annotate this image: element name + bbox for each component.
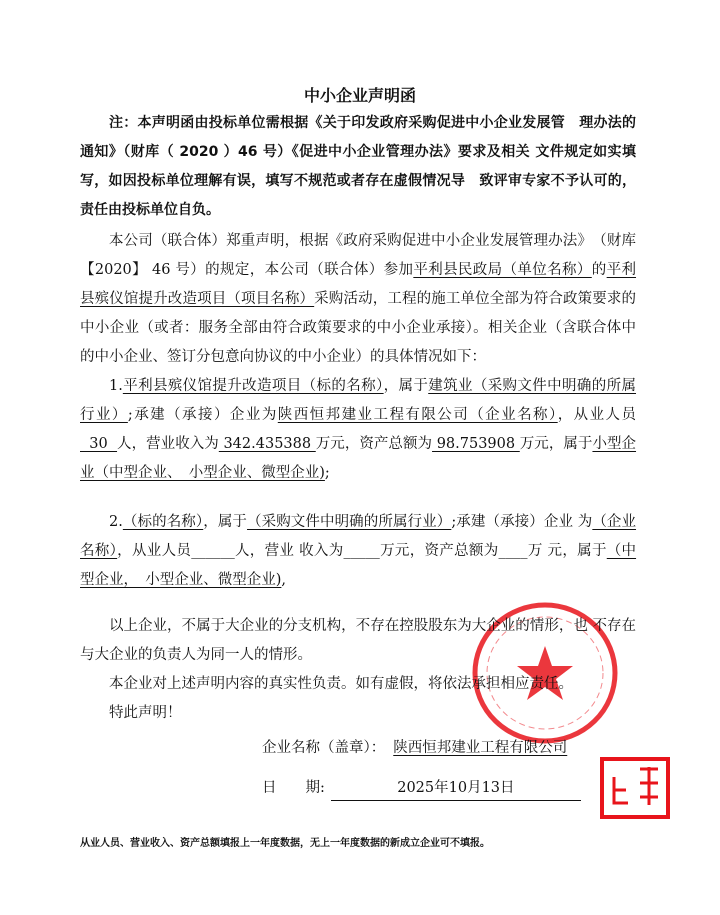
item-text: 人，营业收入为 [117, 436, 219, 452]
note: 注：本声明函由投标单位需根据《关于印发政府采购促进中小企业发展管 理办法的通知》（财库（ 2020 ）46 号）《促进中小企业管理办法》要求及相关 文件规定如实填写，如因投标单位理解有误，填写不规范或者存在虚假情况导 致评审专家不予认可的，责任由投标单位自负。 [80, 115, 636, 218]
item-text: , [281, 572, 287, 588]
declaration-para-1: 以上企业，不属于大企业的分支机构，不存在控股股东为大企业的情形，也 不存在与大企业的负责人为同一人的情形。 [80, 618, 636, 663]
item-text: 万 元，属于 [527, 543, 607, 559]
page-title: 中小企业声明函 [303, 86, 416, 105]
enterprise-size: （中型企业， 小型企业、微型企业) [80, 543, 637, 588]
item-1 [80, 372, 636, 488]
item-2 [80, 508, 636, 595]
item-text: ，从业人员 [557, 407, 636, 423]
assets-blank: ____ [498, 543, 528, 559]
item-text: ;承建（承接）企业为 [127, 407, 278, 423]
declaration-para-3: 特此声明！ [109, 705, 182, 721]
target-name: （标的名称） [122, 514, 204, 530]
item-text: ，属于 [383, 378, 429, 394]
item-text: 人，营业 收入为 [234, 543, 344, 559]
date-row [80, 776, 636, 801]
intro-text: 本公司（联合体）郑重声明，根据《政府采购促进中小企业发展管理办法》 （财库【2020】 46 号）的规定，本公司（联合体）参加 [80, 233, 636, 278]
intro-text: 的 [591, 262, 607, 278]
signature-label: 企业名称（盖章）： [262, 740, 386, 756]
industry: 建筑业（采购文件中明确的所属行业） [80, 378, 637, 423]
signature-row [80, 736, 636, 760]
project-name: 平利县殡仪馆提升改造项目（项目名称） [80, 262, 637, 307]
item-number: 1. [109, 378, 123, 394]
industry: （采购文件中明确的所属行业） [247, 514, 452, 530]
declaration-para-2: 本企业对上述声明内容的真实性负责。如有虚假，将依法承担相应责任。 [109, 676, 573, 692]
signature-company: 陕西恒邦建业工程有限公司 [393, 740, 568, 756]
revenue-blank: _____ [343, 543, 380, 559]
item-text: ，属于 [203, 514, 248, 530]
footnote: 从业人员、营业收入、资产总额填报上一年度数据，无上一年度数据的新成立企业可不填报。 [80, 838, 490, 849]
staff-count: 30 [80, 436, 118, 452]
intro-text: 采购活动，工程的施工单位全部为符合政策要求的中小企业（或者：服务全部由符合政策要求的中小企业承接）。相关企业（含联合体中的中小企业、签订分包意向协议的中小企业）的具体情况如下： [80, 291, 637, 365]
unit-name: 平利县民政局（单位名称） [413, 262, 592, 278]
date-label: 日 期: [262, 780, 325, 796]
item-text: ;承建（承接）企业 为 [451, 514, 593, 530]
staff-blank: ______ [191, 543, 235, 559]
item-number: 2. [109, 514, 123, 530]
intro-paragraph [80, 227, 636, 372]
item-text: ，从业人员 [117, 543, 192, 559]
revenue: 342.435388 [218, 436, 316, 452]
item-text: 万元，资产总额为 [315, 436, 433, 452]
company-name: （企业名称） [80, 514, 637, 559]
enterprise-size: 小型企业（中型企业、 小型企业、微型企业) [80, 436, 637, 481]
item-text: 万元，属于 [519, 436, 593, 452]
item-text: 万元，资产总额为 [379, 543, 499, 559]
target-name: 平利县殡仪馆提升改造项目（标的名称） [122, 378, 384, 394]
item-text: ; [324, 465, 330, 481]
date-value: 2025年10月13日 [331, 776, 581, 801]
company-name: 陕西恒邦建业工程有限公司（企业名称） [277, 407, 558, 423]
assets: 98.753908 [432, 436, 520, 452]
